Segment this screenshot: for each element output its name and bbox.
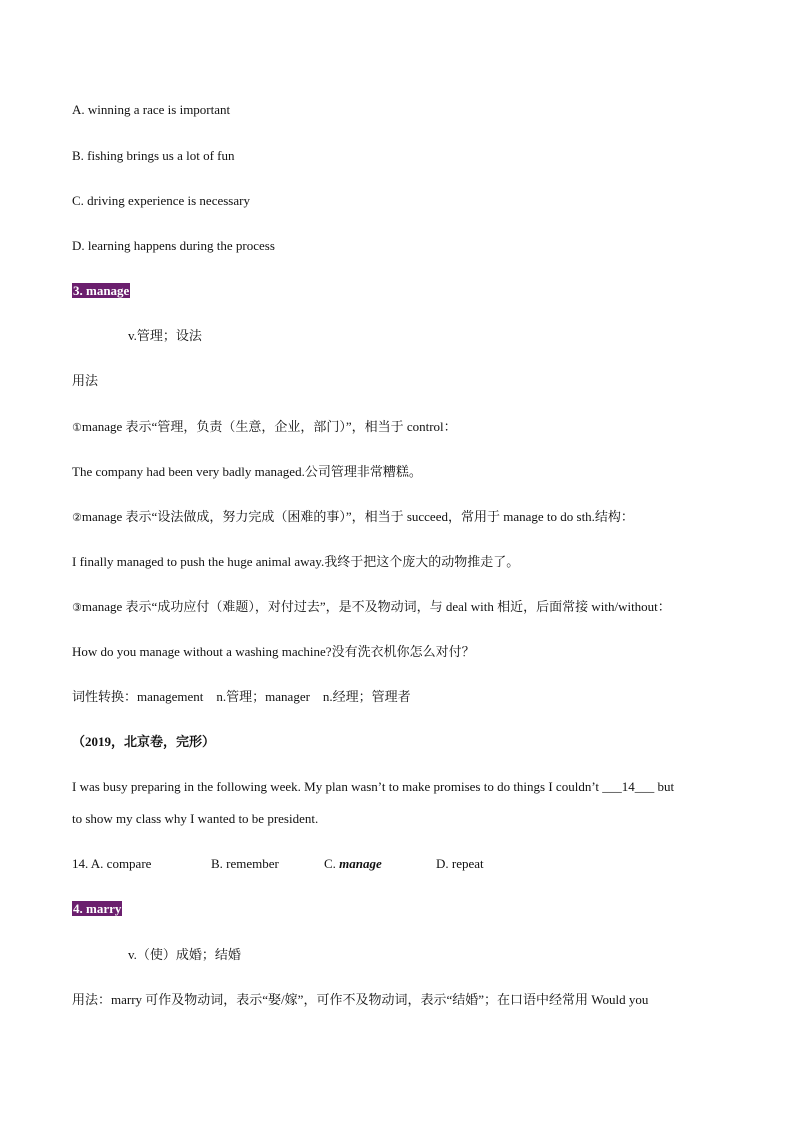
- usage-1-text: manage 表示“管理，负责（生意，企业，部门）”，相当于 control：: [81, 419, 457, 434]
- circled-number-2: ②: [72, 511, 82, 524]
- example-3: How do you manage without a washing machine?没有洗衣机你怎么对付？: [72, 644, 475, 659]
- option-d: D. learning happens during the process: [72, 238, 275, 253]
- exam-option-c: [324, 855, 382, 873]
- exam-passage-line-1: I was busy preparing in the following week. My plan wasn’t to make promises to do things I couldn’t ___14___ but: [72, 779, 675, 794]
- example-1: The company had been very badly managed.公司管理非常糟糕。: [72, 464, 422, 479]
- exam-option-c-prefix: C.: [324, 856, 340, 871]
- option-c: C. driving experience is necessary: [72, 193, 250, 208]
- usage-2: [72, 508, 634, 527]
- usage-3: [72, 598, 671, 617]
- exam-passage-line-2: to show my class why I wanted to be president.: [72, 811, 319, 826]
- manage-definition: v.管理；设法: [128, 328, 202, 343]
- usage-2-text: manage 表示“设法做成，努力完成（困难的事）”，相当于 succeed，常用于 manage to do sth.结构：: [81, 509, 634, 524]
- example-2: I finally managed to push the huge animal away.我终于把这个庞大的动物推走了。: [72, 554, 520, 569]
- part-of-speech-conversion: 词性转换：management n.管理；manager n.经理；管理者: [72, 689, 411, 704]
- exam-option-d: D. repeat: [436, 856, 484, 871]
- section-heading-manage: [72, 282, 130, 300]
- circled-number-1: ①: [72, 421, 82, 434]
- usage-3-text: manage 表示“成功应付（难题），对付过去”，是不及物动词，与 deal with 相近，后面常接 with/without：: [81, 599, 671, 614]
- exam-source: （2019，北京卷，完形）: [72, 734, 216, 749]
- exam-question-option-a: 14. A. compare: [72, 856, 152, 871]
- circled-number-3: ③: [72, 601, 82, 614]
- exam-answer: manage: [339, 856, 382, 871]
- option-b: B. fishing brings us a lot of fun: [72, 148, 235, 163]
- marry-definition: v.（使）成婚；结婚: [128, 947, 241, 962]
- option-a: A. winning a race is important: [72, 102, 231, 117]
- heading-highlight: 3. manage: [73, 283, 130, 298]
- exam-option-b: B. remember: [211, 856, 279, 871]
- heading-highlight: 4. marry: [73, 901, 122, 916]
- marry-usage: 用法：marry 可作及物动词，表示“娶/嫁”，可作不及物动词，表示“结婚”；在口语中经常用 Would you: [72, 992, 649, 1007]
- section-heading-marry: [72, 900, 122, 918]
- usage-label: 用法: [72, 373, 99, 388]
- usage-1: [72, 418, 457, 437]
